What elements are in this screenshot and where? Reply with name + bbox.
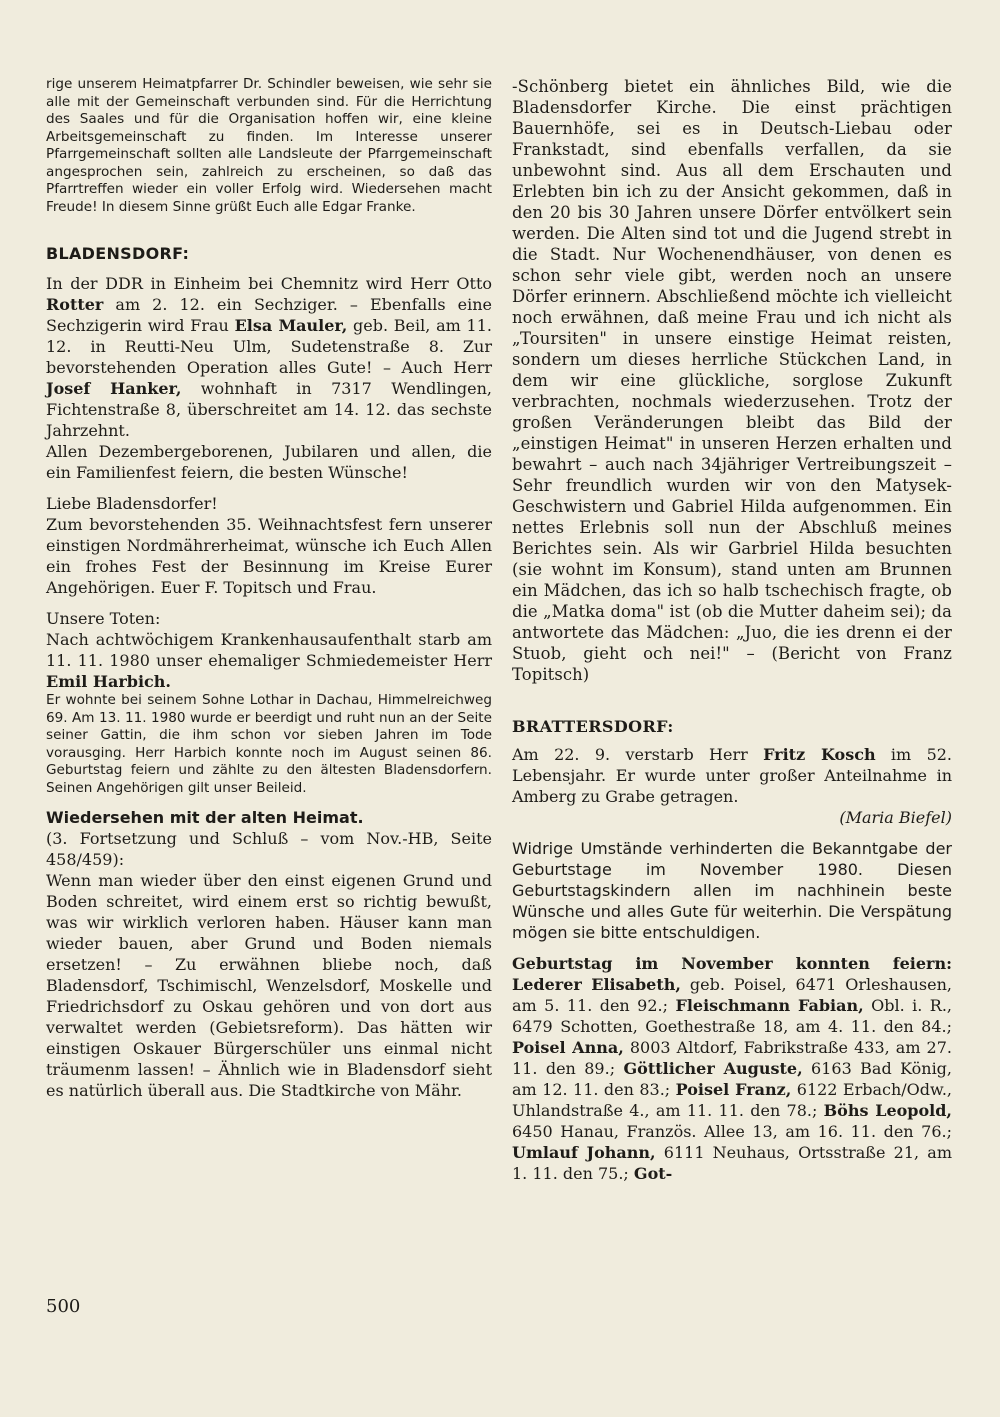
christmas-paragraph: Zum bevorstehenden 35. Weihnachtsfest fern unserer einstigen Nordmährerheimat, wünsche ich Euch Allen ein frohes Fest der Besinnung im Kreise Eurer Angehörigen. Euer F. Topitsch und Frau.: [46, 515, 492, 597]
birthday-details: 6163 Bad König, am 12. 11. den 83.;: [512, 1059, 953, 1099]
birthday-list-heading: Geburtstag im November konnten feiern:: [512, 954, 952, 973]
name-elsa-mauler: Elsa Mauler,: [234, 316, 348, 335]
name-fritz-kosch: Fritz Kosch: [763, 745, 876, 764]
kosch-paragraph: Am 22. 9. verstarb Herr Fritz Kosch im 52. Lebensjahr. Er wurde unter großer Anteilnahme in Amberg zu Grabe getragen.: [512, 745, 953, 806]
greeting-line: Liebe Bladensdorfer!: [46, 494, 218, 513]
signature-maria-biefel: (Maria Biefel): [839, 808, 952, 827]
birthday-details: 8003 Altdorf, Fabrikstraße 433, am 27. 11. den 89.;: [512, 1038, 952, 1078]
right-column: [512, 76, 952, 1184]
bladensdorf-heading: BLADENSDORF:: [46, 244, 190, 263]
birthday-name: Lederer Elisabeth,: [512, 975, 681, 994]
wishes-paragraph: Allen Dezembergeborenen, Jubilaren und allen, die ein Familienfest feiern, die besten Wünsche!: [46, 442, 492, 482]
obituary-details: Er wohnte bei seinem Sohne Lothar in Dachau, Himmelreichweg 69. Am 13. 11. 1980 wurde er beerdigt und ruht nun an der Seite seiner Gattin, die ihm schon vor sieben Jahren im Tode vorausging. Herr Harbich konnte noch im August seinen 86. Geburtstag feiern und zählte zu den ältesten Bladensdorfern. Seinen Angehörigen gilt unser Beileid.: [46, 692, 492, 796]
birthday-details: 6122 Erbach/Odw., Uhlandstraße 4., am 11. 11. den 78.;: [512, 1080, 953, 1120]
birthday-name: Got-: [633, 1164, 673, 1183]
birthday-name: Fleischmann Fabian,: [675, 996, 864, 1015]
birthday-name: Umlauf Johann,: [512, 1143, 656, 1162]
wiedersehen-text: Wenn man wieder über den einst eigenen Grund und Boden schreitet, wird einem erst so richtig bewußt, was wir wirklich verloren haben. Häuser kann man wieder bauen, aber Grund und Boden niemals ersetzen! – Zu erwähnen bliebe noch, daß Bladensdorf, Tschimischl, Wenzelsdorf, Moskelle und Friedrichsdorf zu Oskau gehören und von dort aus verwaltet werden (Gebietsreform). Das hätten wir einstigen Oskauer Bürgerschüler uns einmal nicht träumenm lassen! – Ähnlich wie in Bladensdorf sieht es natürlich überall aus. Die Stadtkirche von Mähr.: [46, 871, 492, 1100]
brattersdorf-heading: BRATTERSDORF:: [512, 717, 674, 736]
wiedersehen-subtitle: (3. Fortsetzung und Schluß – vom Nov.-HB, Seite 458/459):: [46, 829, 492, 869]
birthday-name: Göttlicher Auguste,: [623, 1059, 803, 1078]
name-rotter: Rotter: [46, 295, 104, 314]
continuation-paragraph: -Schönberg bietet ein ähnliches Bild, wie die Bladensdorfer Kirche. Die einst prächtigen Bauernhöfe, sei es in Deutsch-Liebau oder Frankstadt, sind ebenfalls verfallen, da sie unbewohnt sind. Aus all dem Erschauten und Erlebten bin ich zu der Ansicht gekommen, daß in den 20 bis 30 Jahren unsere Dörfer entvölkert sein werden. Die Alten sind tot und die Jugend strebt in die Stadt. Nur Wochenendhäuser, von denen es schon sehr viele gibt, werden noch an unsere Dörfer erinnern. Abschließend möchte ich vielleicht noch erwähnen, daß meine Frau und ich nicht als „Toursiten" in unsere einstige Heimat reisten, sondern um dieses herrliche Stückchen Land, in dem wir eine glückliche, sorglose Zukunft verbrachten, nochmals wiederzusehen. Trotz der großen Veränderungen bleibt das Bild der „einstigen Heimat" in unseren Herzen erhalten und bewahrt – auch nach 34jähriger Vertreibungszeit – Sehr freundlich wurden wir von den Matysek-Geschwistern und Gabriel Hilda aufgenommen. Ein nettes Erlebnis soll nun der Abschluß meines Berichtes sein. Als wir Garbriel Hilda besuchten (sie wohnt im Konsum), stand unten am Brunnen ein Mädchen, das ich so halb tschechisch fragte, ob die „Matka doma" ist (ob die Mutter daheim sei); da antwortete das Mädchen: „Juo, die ies drenn ei der Stuob, gieht och nei!" – (Bericht von Franz Topitsch): [512, 77, 952, 684]
birthday-name: Poisel Franz,: [675, 1080, 792, 1099]
birthday-details: 6111 Neuhaus, Ortsstraße 21, am 1. 11. den 75.;: [512, 1143, 952, 1183]
birthday-list: [512, 953, 952, 1184]
birthday-name: Poisel Anna,: [512, 1038, 624, 1057]
birthday-details: 6450 Hanau, Französ. Allee 13, am 16. 11. den 76.;: [512, 1122, 952, 1141]
intro-paragraph: rige unserem Heimatpfarrer Dr. Schindler beweisen, wie sehr sie alle mit der Gemeinschaft verbunden sind. Für die Herrichtung des Saales und für die Organisation hoffen wir, eine kleine Arbeitsgemeinschaft zu finden. Im Interesse unserer Pfarrgemeinschaft sollten alle Landsleute der Pfarrgemeinschaft angesprochen sein, zahlreich zu erscheinen, so daß das Pfarrtreffen wieder ein voller Erfolg wird. Wiedersehen macht Freude! In diesem Sinne grüßt Euch alle Edgar Franke.: [46, 76, 492, 215]
name-josef-hanker: Josef Hanker,: [46, 379, 182, 398]
left-column: [46, 76, 492, 1101]
birthday-paragraph: In der DDR in Einheim bei Chemnitz wird Herr Otto Rotter am 2. 12. ein Sechziger. – Ebenfalls eine Sechzigerin wird Frau Elsa Mauler, geb. Beil, am 11. 12. in Reutti-Neu Ulm, Sudetenstraße 8. Zur bevorstehenden Operation alles Gute! – Auch Herr Josef Hanker, wohnhaft in 7317 Wendlingen, Fichtenstraße 8, überschreitet am 14. 12. das sechste Jahrzehnt.: [46, 274, 492, 440]
birthday-name: Böhs Leopold,: [823, 1101, 953, 1120]
widrige-paragraph: Widrige Umstände verhinderten die Bekanntgabe der Geburtstage im November 1980. Diesen Geburtstagskindern allen im nachhinein beste Wünsche und alles Gute für weiterhin. Die Verspätung mögen sie bitte entschuldigen.: [512, 839, 952, 942]
obituary-paragraph: Nach achtwöchigem Krankenhausaufenthalt starb am 11. 11. 1980 unser ehemaliger Schmiedemeister Herr Emil Harbich.: [46, 630, 492, 691]
birthday-details: Obl. i. R., 6479 Schotten, Goethestraße 18, am 4. 11. den 84.;: [512, 996, 952, 1036]
page-number: 500: [46, 1296, 81, 1317]
wiedersehen-heading: Wiedersehen mit der alten Heimat.: [46, 808, 364, 827]
birthday-details: geb. Poisel, 6471 Orleshausen, am 5. 11. den 92.;: [512, 975, 952, 1015]
obituary-heading: Unsere Toten:: [46, 609, 161, 628]
name-emil-harbich: Emil Harbich.: [46, 672, 171, 691]
